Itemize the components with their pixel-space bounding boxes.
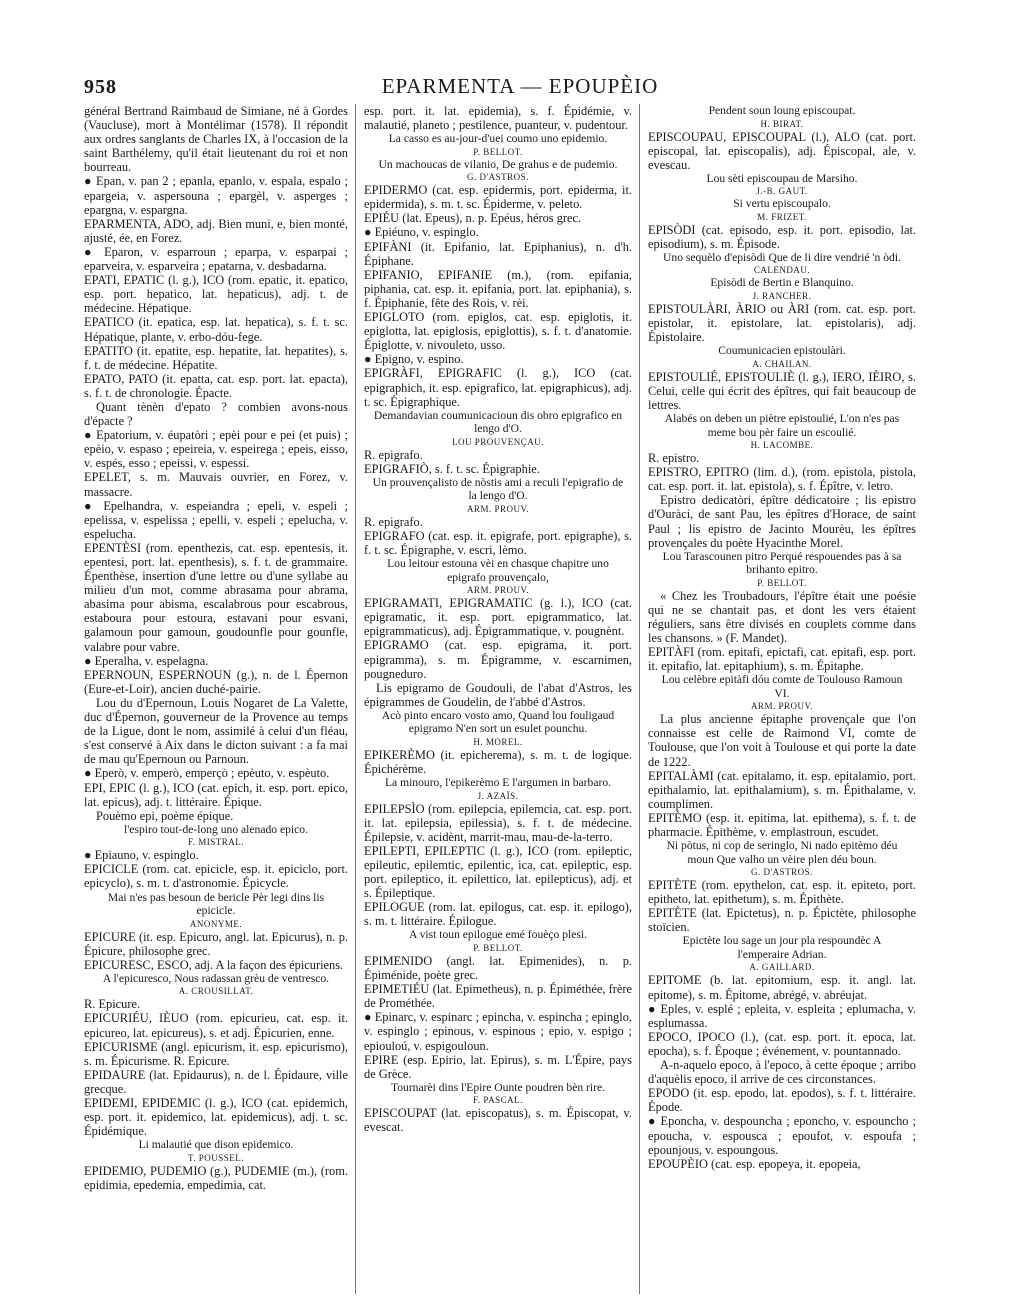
citation-author: ARM. PROUV. [466, 585, 530, 596]
dictionary-entry: EPI, EPIC (l. g.), ICO (cat. epich, it. esp. port. epico, lat. epicus), adj. t. littéraire. Épique. [84, 780, 348, 809]
dictionary-entry: EPIRE (esp. Epirio, lat. Epirus), s. m. L'Épire, pays de Grèce. [364, 1052, 632, 1081]
citation-author: A. CHAILAN. [752, 358, 812, 369]
dictionary-entry: EPILEPSÌO (rom. epilepcia, epilemcia, cat. esp. port. it. lat. epilepsia, epilessia), s. f. t. de médecine. Épilepsie, v. acidènt, marrit-mau, mau-de-la-terro. [364, 801, 632, 844]
dictionary-entry: EPIGRAMATI, EPIGRAMATIC (g. l.), ICO (cat. epigramatic, it. esp. port. epigrammatico, lat. epigrammaticus), adj. Épigrammatique, v. pougnènt. [364, 596, 632, 639]
page-number: 958 [84, 76, 117, 98]
citation-author: A. GAILLARD. [749, 962, 815, 973]
dictionary-entry: EPICICLE (rom. cat. epicicle, esp. it. epiciclo, port. epicyclo), s. m. t. d'astronomie. Épicycle. [84, 862, 348, 891]
citation-author: G. D'ASTROS. [751, 867, 813, 878]
citation-author: P. BELLOT. [473, 942, 523, 953]
dictionary-entry: La plus ancienne épitaphe provençale que l'on connaisse est celle de Raimond VI, comte de Toulouse, que l'on voit à Toulouse et qui porte la date de 1222. [648, 712, 916, 769]
dictionary-entry: EPISÒDI (cat. episodo, esp. it. port. episodio, lat. episodium), s. m. Épisode. [648, 222, 916, 251]
dictionary-entry: EPIGRÀFI, EPIGRAFIC (l. g.), ICO (cat. epigraphich, it. esp. epigrafico, lat. epigraphicus), adj. t. sc. Épigraphique. [364, 366, 632, 409]
citation-author: ANONYME. [189, 918, 243, 929]
citation: Acò pinto encaro vosto amo, Quand lou fouligaud epigramo N'en sort un esulet pounchu. [381, 708, 615, 736]
citation: La casso es au-jour-d'uei coumo uno epidemio. [388, 132, 608, 146]
citation: Tournarèi dins l'Epire Ounte poudren bèn rire. [390, 1080, 606, 1094]
dictionary-entry: EPIGRAMO (cat. esp. epigrama, it. port. epigramma), s. m. Épigramme, v. escarnimen, pougneduro. [364, 638, 632, 681]
dictionary-entry: esp. port. it. lat. epidemia), s. f. Épidémie, v. malautié, planeto ; pestilence, puanteur, v. pudentour. [364, 104, 632, 133]
dictionary-entry: EPERNOUN, ESPERNOUN (g.), n. de l. Épernon (Eure-et-Loir), ancien duché-pairie. [84, 667, 348, 696]
dictionary-entry: EPOCO, IPOCO (l.), (cat. esp. port. it. epoca, lat. epocha), s. f. Époque ; événement, v. pountannado. [648, 1029, 916, 1058]
column-left [84, 104, 348, 1300]
dictionary-entry: EPIÉU (lat. Epeus), n. p. Epéus, héros grec. [364, 211, 582, 226]
dictionary-entry: EPATITO (it. epatite, esp. hepatite, lat. hepatites), s. f. t. de médecine. Hépatite. [84, 343, 348, 372]
dictionary-entry: Epistro dedicatòri, épître dédicatoire ; lis epistro d'Ouràci, de sant Pau, les épîtres d'Horace, de saint Paul ; lis epistro de Jacinto Mourèu, les épîtres provençales du poète Hyacinthe Morel. [648, 493, 916, 550]
dictionary-entry: Lou du d'Epernoun, Louis Nogaret de La Valette, duc d'Épernon, gouverneur de la Provence au temps de la Ligue, dont le nom, assimilé à celui d'un fléau, s'est conservé à Aix dans le dicton suivant : a fa mai de mau qu'Epernoun ou Parnoun. [84, 695, 348, 767]
dictionary-entry: ● Epelhandra, v. espeiandra ; epeli, v. espeli ; epelissa, v. espelissa ; epelli, v. espeli ; epelucha, v. espelucha. [84, 498, 348, 541]
citation-author: ARM. PROUV. [466, 503, 530, 514]
dictionary-entry: EPITÈTE (rom. epythelon, cat. esp. it. epiteto, port. epitheto, lat. epithetum), s. m. Épithète. [648, 878, 916, 907]
dictionary-entry: EPITÈTE (lat. Epictetus), n. p. Épictète, philosophe stoïcien. [648, 906, 916, 935]
dictionary-entry: EPICURIÉU, IÈUO (rom. epicurieu, cat. esp. it. epicureo, lat. epicureus), s. et adj. Épicurien, enne. [84, 1011, 348, 1040]
citation-author: H. LACOMBE. [750, 440, 814, 451]
citation: l'espiro tout-de-long uno alenado epico. [124, 822, 308, 836]
dictionary-entry: ● Eperò, v. emperò, emperçò ; epèuto, v. espèuto. [84, 766, 330, 781]
dictionary-entry: EPODO (it. esp. epodo, lat. epodos), s. f. t. littéraire. Épode. [648, 1086, 916, 1115]
dictionary-entry: EPITÈMO (esp. it. epitima, lat. epithema), s. f. t. de pharmacie. Épithème, v. emplastroun, escudet. [648, 810, 916, 839]
dictionary-entry: ● Epinarc, v. espinarc ; epincha, v. espincha ; epinglo, v. espinglo ; epinous, v. espinous ; epio, v. espigo ; epiouloú, v. espigouloun. [364, 1010, 632, 1053]
citation: Mai n'es pas besoun de bericle Pèr legi dins lis epicicle. [107, 890, 325, 918]
citation: Uno sequèlo d'episòdi Que de li dire vendrié 'n òdi. [663, 250, 901, 264]
dictionary-entry: EPISTOULIÉ, EPISTOULIÈ (l. g.), IERO, IÈIRO, s. Celui, celle qui écrit des épîtres, qui fait beaucoup de lettres. [648, 369, 916, 412]
citation: Si vertu episcoupalo. [733, 197, 831, 211]
dictionary-entry: ● Epatorium, v. éupatòri ; epèi pour e pei (et puis) ; epèio, v. espaso ; epeireia, v. espeirega ; epeis, eisso, v. espés, esso ; epeissi, v. espessi. [84, 428, 348, 471]
citation-author: M. FRIZET. [757, 211, 807, 222]
dictionary-entry: R. Epicure. [84, 997, 141, 1012]
dictionary-entry: A-n-aquelo epoco, à l'epoco, à cette époque ; arribo d'aquèlis epoco, il arrive de ces circonstances. [648, 1058, 916, 1087]
dictionary-entry: EPISCOUPAT (lat. episcopatus), s. m. Épiscopat, v. evescat. [364, 1106, 632, 1135]
citation-author: P. BELLOT. [757, 577, 807, 588]
dictionary-entry: EPIMENIDO (angl. lat. Epimenides), n. p. Épiménide, poète grec. [364, 953, 632, 983]
dictionary-entry: ● Epigno, v. espino. [364, 352, 464, 367]
dictionary-entry: ● Epan, v. pan 2 ; epanla, epanlo, v. espala, espalo ; epargeia, v. aspersouna ; epargèl, v. asperges ; epargna, v. espargna. [84, 174, 348, 217]
running-head: EPARMENTA — EPOUPÈIO [381, 74, 659, 98]
dictionary-entry: EPENTÈSI (rom. epenthezis, cat. esp. epentesis, it. epentesi, port. lat. epenthesis), s. f. t. de grammaire. Épenthèse, insertion d'une lettre ou d'une syllabe au milieu d'un mot, comme abrasama pour abrama, abasima pour abisma, escalabrous pour escabrous, estaboura pour estoura, estavani pour esvani, galamoun pour gamoun, goudounfle pour gounfle, valabre pour vabre. [84, 540, 348, 654]
dictionary-entry: EPITALÀMI (cat. epitalamo, it. esp. epitalamio, port. epithalamio, lat. epithalamium), s. m. Épithalame, v. coumplimen. [648, 768, 916, 811]
citation: Alabés on deben un piètre epistoulié, L'on n'es pas meme bou pèr faire un escoulié. [664, 412, 900, 439]
dictionary-entry: ● Eples, v. esplé ; epleita, v. espleita ; eplumacha, v. esplumassa. [648, 1001, 916, 1030]
dictionary-entry: EPIDERMO (cat. esp. epidermis, port. epiderma, it. epidermida), s. m. t. sc. Épiderme, v. peleto. [364, 183, 632, 212]
citation-author: H. BIRAT. [760, 118, 804, 129]
citation-author: A. CROUSILLAT. [178, 986, 254, 997]
dictionary-entry: EPISTRO, EPITRO (lim. d.), (rom. epistola, pistola, cat. esp. port. it. lat. epistola), s. f. Épître, v. letro. [648, 465, 916, 494]
dictionary-entry: EPIDAURE (lat. Epidaurus), n. de l. Épidaure, ville grecque. [84, 1067, 348, 1096]
dictionary-entry: EPIDEMIO, PUDEMIO (g.), PUDEMIE (m.), (rom. epidimia, epedemia, empedimia, cat. [84, 1163, 348, 1192]
citation: Un prouvençalisto de nòstis ami a reculi l'epigrafio de la lengo d'O. [372, 475, 624, 503]
dictionary-entry: EPOUPÈIO (cat. esp. epopeya, it. epopeia, [648, 1156, 861, 1171]
dictionary-entry: général Bertrand Raimbaud de Simiane, né à Gordes (Vaucluse), mort à Montélimar (1578). Il répondit aux ordres sanglants de Charles IX, à l'occasion de la saint Barthélemy, qu'il était lieutenant du roi et non bourreau. [84, 104, 348, 175]
citation-author: G. D'ASTROS. [467, 172, 529, 183]
citation: Li malautié que dison epidemico. [138, 1138, 294, 1152]
dictionary-entry: EPIGLOTO (rom. epiglos, cat. esp. epiglotis, it. epiglotta, lat. epiglosis, epiglottis), s. f. t. d'anatomie. Épiglotte, v. nivouleto, usso. [364, 310, 632, 353]
column-middle [364, 104, 632, 1300]
dictionary-entry: EPIGRAFO (cat. esp. it. epigrafe, port. epigraphe), s. f. t. sc. Épigraphe, v. escri, lèmo. [364, 528, 632, 558]
citation: A vist toun epilogue emé fouèço plesi. [408, 928, 588, 942]
dictionary-entry: ● Epiauno, v. espinglo. [84, 848, 199, 863]
dictionary-entry: EPICURESC, ESCO, adj. A la façon des épicuriens. [84, 957, 344, 972]
column-divider [355, 104, 356, 1294]
dictionary-entry: EPIFÀNI (it. Epifanio, lat. Epiphanius), n. d'h. Épiphane. [364, 239, 632, 268]
dictionary-entry: EPATI, EPATIC (l. g.), ICO (rom. epatic, it. epatico, esp. port. hepatico, lat. hepaticus), adj. t. de médecine. Hépatique. [84, 273, 348, 316]
citation: Epictète lou sage un jour pla respoundèc A l'emperaire Adrian. [682, 934, 882, 961]
citation-author: P. BELLOT. [473, 146, 523, 157]
citation: Demandavian coumunicacioun dis obro epigrafico en lengo d'O. [373, 408, 623, 436]
dictionary-entry: Lis epigramo de Goudouli, de l'abat d'Astros, les épigrammes de Goudelin, de l'abbé d'Astros. [364, 680, 632, 709]
dictionary-entry: EPISCOUPAU, EPISCOUPAL (l.), ALO (cat. port. episcopal, lat. episcopalis), adj. Épiscopal, ale, v. evescau. [648, 129, 916, 172]
citation-author: T. POUSSEL. [187, 1152, 245, 1163]
dictionary-entry: EPICURISME (angl. epicurism, it. esp. epicurismo), s. m. Épicurisme. R. Epicure. [84, 1039, 348, 1068]
dictionary-entry: ● Eparon, v. esparroun ; eparpa, v. esparpai ; eparveira, v. esparveira ; epatarna, v. desbadarna. [84, 244, 348, 274]
dictionary-entry: EPIFANIO, EPIFANIE (m.), (rom. epifania, piphania, cat. esp. it. epifania, port. lat. epiphania), s. f. Épiphanie, fête des Rois, v. rèi. [364, 267, 632, 310]
dictionary-entry: R. epigrafo. [364, 514, 423, 529]
column-right [648, 104, 916, 1300]
dictionary-entry: EPIKERÈMO (it. epicherema), s. m. t. de logique. Épichérème. [364, 747, 632, 776]
dictionary-entry: EPITOME (b. lat. epitomium, esp. it. angl. lat. epitome), s. m. Épitome, abrégé, v. abréujat. [648, 973, 916, 1002]
citation-author: F. MISTRAL. [187, 837, 245, 848]
dictionary-entry: EPICURE (it. esp. Epicuro, angl. lat. Epicurus), n. p. Épicure, philosophe grec. [84, 929, 348, 958]
citation-author: J. AZAÏS. [477, 790, 519, 801]
dictionary-entry: ● Eponcha, v. despouncha ; eponcho, v. espouncho ; epoucha, v. espousca ; epoufot, v. espoufa ; epounjous, v. espoungous. [648, 1114, 916, 1157]
dictionary-entry: EPIDEMI, EPIDEMIC (l. g.), ICO (cat. epidemich, esp. port. it. epidemico, lat. epidemicus), adj. t. sc. Épidémique. [84, 1096, 348, 1139]
citation: A l'epicuresco, Nous radassan grèu de ventresco. [102, 971, 330, 985]
dictionary-entry: EPIMETIÉU (lat. Epimetheus), n. p. Épiméthée, frère de Prométhée. [364, 982, 632, 1011]
dictionary-entry: Quant tènèn d'epato ? combien avons-nous d'épacte ? [84, 399, 348, 429]
citation: Lou Tarascounen pitro Perqué respouendes pas à sa brihanto epitro. [662, 549, 902, 577]
dictionary-entry: R. epigrafo. [364, 447, 423, 462]
dictionary-entry: Pouèmo epi, poème épique. [96, 808, 234, 823]
citation-author: J.-B. GAUT. [756, 186, 808, 197]
citation-author: J. RANCHER. [752, 290, 812, 301]
dictionary-entry: EPARMENTA, ADO, adj. Bien muni, e, bien monté, ajusté, ée, en Forez. [84, 216, 348, 245]
dictionary-entry: R. epistro. [648, 451, 700, 466]
citation: Lou celèbre epitàfi dóu comte de Toulouso Ramoun VI. [661, 673, 903, 700]
citation: Episòdi de Bertin e Blanquino. [710, 276, 854, 290]
citation-author: F. PASCAL. [473, 1095, 523, 1106]
dictionary-entry: ● Eperalha, v. espelagna. [84, 653, 209, 668]
dictionary-entry: EPILEPTI, EPILEPTIC (l. g.), ICO (rom. epileptic, epileutic, epilemtic, epilentic, ica, cat. epileptic, esp. port. epileptico, it. epilettico, lat. epilepticus), adj. et s. Épileptique. [364, 843, 632, 901]
citation-author: CALENDAU. [753, 265, 811, 276]
dictionary-entry: EPELET, s. m. Mauvais ouvrier, en Forez, v. massacre. [84, 470, 348, 499]
citation: Ni pòtus, ni cop de seringlo, Ni nado epitèmo déu moun Que valho un vèire plen déu boun. [666, 839, 898, 866]
dictionary-entry: « Chez les Troubadours, l'épître était une poésie qui ne se chantait pas, et dont les vers étaient réguliers, sans être divisés en couplets comme dans les chansons. » (F. Mandet). [648, 588, 916, 645]
dictionary-entry: ● Epiéuno, v. espinglo. [364, 225, 479, 240]
citation: Un machoucas de vilanio, De grahus e de pudemio. [378, 157, 618, 171]
dictionary-entry: EPISTOULÀRI, ÀRIO ou ÀRI (rom. cat. esp. port. epistolar, it. epistolare, lat. epistolaris), adj. Épistolaire. [648, 301, 916, 345]
column-divider [639, 104, 640, 1294]
dictionary-entry: EPILOGUE (rom. lat. epilogus, cat. esp. it. epilogo), s. m. t. littéraire. Épilogue. [364, 900, 632, 929]
citation-author: LOU PROUVENÇAU. [451, 436, 544, 447]
citation: Pendent soun loung episcoupat. [708, 104, 856, 117]
citation: Lou leitour estouna vèi en chasque chapitre uno epigrafo prouvençalo, [387, 557, 609, 584]
dictionary-entry: EPIGRAFIÒ, s. f. t. sc. Épigraphie. [364, 461, 540, 476]
citation-author: ARM. PROUV. [750, 701, 814, 712]
dictionary-entry: EPITÀFI (rom. epitafi, epictafi, cat. epitafi, esp. port. it. epitafio, lat. epitaphium), s. m. Épitaphe. [648, 645, 916, 674]
citation-author: H. MOREL. [473, 736, 523, 747]
citation: La minouro, l'epikerèmo E l'argumen in barbaro. [384, 776, 612, 790]
citation: Lou sèti episcoupau de Marsiho. [706, 171, 858, 185]
citation: Coumunicacien epistoulàri. [718, 344, 846, 358]
dictionary-entry: EPATO, PATO (it. epatta, cat. esp. port. lat. epacta), s. f. t. de chronologie. Épacte. [84, 371, 348, 400]
dictionary-entry: EPATICO (it. epatica, esp. lat. hepatica), s. f. t. sc. Hépatique, plante, v. erbo-dóu-fege. [84, 315, 348, 344]
